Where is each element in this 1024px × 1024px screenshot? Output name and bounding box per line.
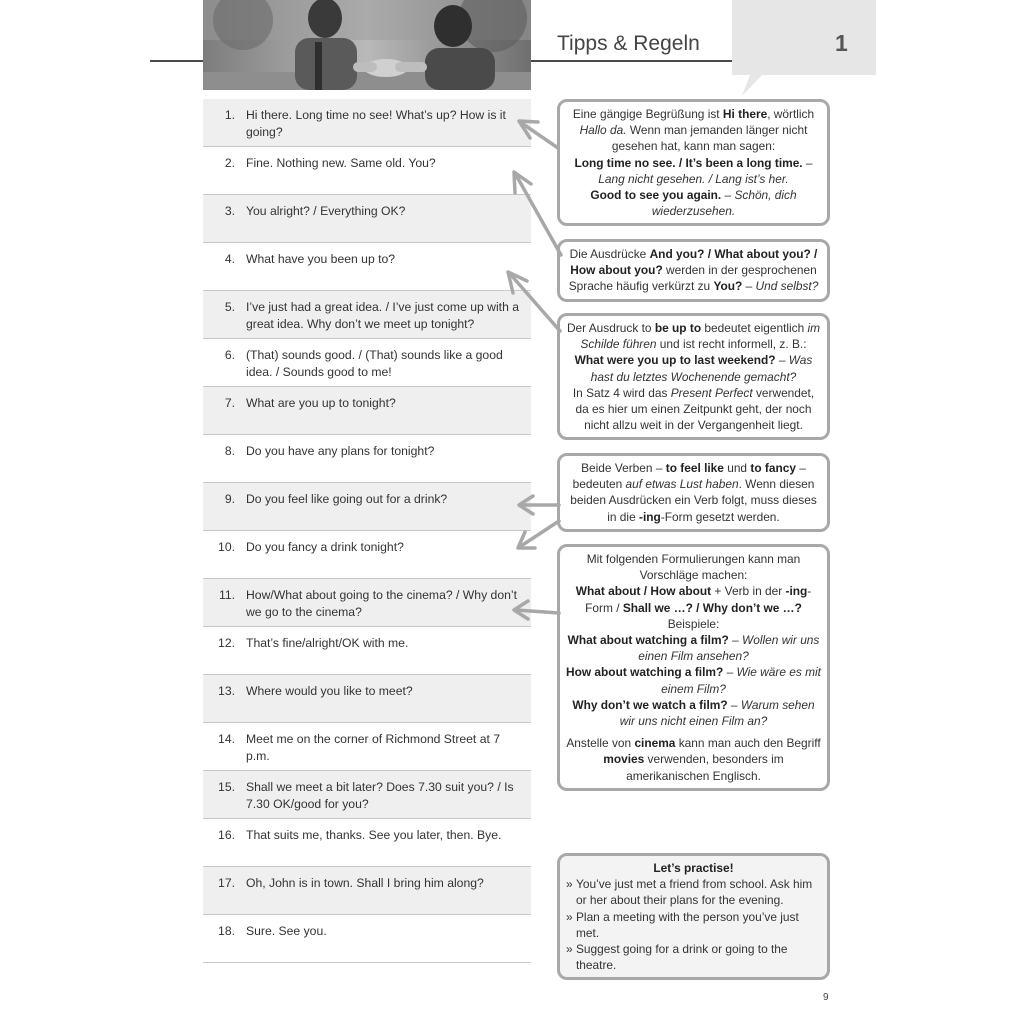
practise-item bbox=[566, 876, 821, 908]
phrase-number: 1. bbox=[224, 108, 235, 122]
phrase-row bbox=[203, 339, 531, 387]
tip-translation: auf etwas Lust haben bbox=[625, 477, 739, 492]
tip-text: Der Ausdruck to bbox=[566, 321, 655, 335]
phrase-text: That’s fine/alright/OK with me. bbox=[246, 636, 409, 650]
phrase-row bbox=[203, 483, 531, 531]
phrase-row bbox=[203, 819, 531, 867]
tip-text: werden in der gesprochenen Sprache häufig verkürzt zu bbox=[568, 263, 817, 294]
phrase-text: How/What about going to the cinema? / Why don’t we go to the cinema? bbox=[246, 588, 517, 619]
phrase-text: What have you been up to? bbox=[246, 252, 396, 266]
phrase-number: 7. bbox=[224, 396, 235, 410]
phrase-number: 18. bbox=[218, 924, 235, 938]
phrase-row bbox=[203, 915, 531, 963]
phrase-row bbox=[203, 867, 531, 915]
phrase-number: 6. bbox=[224, 348, 235, 362]
tip-text: – bbox=[727, 697, 741, 712]
tip-text: bedeutet eigentlich bbox=[701, 321, 808, 335]
tip-box-you bbox=[557, 239, 830, 302]
practise-item-text: Suggest going for a drink or going to the theatre. bbox=[576, 942, 788, 973]
phrase-text: Fine. Nothing new. Same old. You? bbox=[246, 156, 436, 170]
tip-text: und ist recht informell, z. B.: bbox=[656, 337, 807, 352]
tip-text: -Form / bbox=[585, 584, 812, 615]
tip-text: In Satz 4 wird das bbox=[572, 385, 671, 400]
tip-phrase: -ing bbox=[638, 509, 661, 524]
chapter-number: 1 bbox=[835, 30, 848, 56]
tip-text: Die Ausdrücke bbox=[569, 247, 650, 261]
phrase-number: 5. bbox=[224, 300, 235, 314]
phrase-number: 16. bbox=[218, 828, 235, 842]
tip-translation: Lang nicht gesehen. / Lang ist’s her. bbox=[598, 171, 789, 186]
practise-item-text: Plan a meeting with the person you’ve just met. bbox=[576, 909, 799, 940]
tip-term: Present Perfect bbox=[670, 385, 753, 400]
phrase-row bbox=[203, 771, 531, 819]
phrase-number: 10. bbox=[218, 540, 235, 554]
phrase-row bbox=[203, 531, 531, 579]
practise-item bbox=[566, 941, 821, 973]
tip-text: verwenden, besonders im amerikanischen Englisch. bbox=[626, 752, 784, 783]
tip-text: Beispiele: bbox=[667, 616, 720, 631]
practise-box bbox=[557, 853, 830, 980]
tip-phrase: be up to bbox=[654, 321, 702, 335]
phrase-text: That suits me, thanks. See you later, then. Bye. bbox=[246, 828, 502, 842]
tip-translation: Wollen wir uns einen Film ansehen? bbox=[638, 633, 820, 664]
phrase-list bbox=[203, 99, 531, 963]
phrase-text: What are you up to tonight? bbox=[246, 396, 396, 410]
phrase-text: Where would you like to meet? bbox=[246, 684, 413, 698]
phrase-number: 12. bbox=[218, 636, 235, 650]
tip-text: Wenn man jemanden länger nicht gesehen hat, kann man sagen: bbox=[611, 123, 808, 154]
phrase-text: Sure. See you. bbox=[246, 924, 327, 938]
phrase-row bbox=[203, 435, 531, 483]
tip-text: + Verb in der bbox=[711, 584, 786, 599]
tip-text: Mit folgenden Formulierungen kann man Vorschläge machen: bbox=[586, 552, 801, 583]
phrase-text: Do you feel like going out for a drink? bbox=[246, 492, 448, 506]
phrase-text: Oh, John is in town. Shall I bring him along? bbox=[246, 876, 484, 890]
tip-text: kann man auch den Begriff bbox=[675, 736, 821, 751]
phrase-row bbox=[203, 243, 531, 291]
tip-text: – bbox=[721, 188, 735, 203]
tip-phrase: Hi there bbox=[722, 107, 768, 121]
phrase-text: Hi there. Long time no see! What’s up? How is it going? bbox=[246, 108, 506, 139]
tip-translation: Hallo da. bbox=[579, 123, 627, 138]
tip-box-greeting bbox=[557, 99, 830, 226]
practise-list bbox=[566, 876, 821, 973]
phrase-text: Meet me on the corner of Richmond Street at 7 p.m. bbox=[246, 732, 501, 763]
tip-text: – bedeuten bbox=[572, 461, 806, 492]
tip-text: verwendet, da es hier um einen Zeitpunkt geht, der noch nicht allzu weit in der Vergangenheit liegt. bbox=[575, 385, 815, 433]
phrase-number: 13. bbox=[218, 684, 235, 698]
phrase-row bbox=[203, 723, 531, 771]
phrase-row bbox=[203, 195, 531, 243]
tip-box-be-up-to bbox=[557, 313, 830, 440]
phrase-row bbox=[203, 291, 531, 339]
bullet-icon: » bbox=[566, 909, 573, 924]
tip-phrase: How about watching a film? bbox=[566, 665, 724, 680]
tip-phrase: Long time no see. / It’s been a long time. bbox=[574, 155, 803, 170]
phrase-number: 11. bbox=[218, 588, 235, 602]
phrase-number: 8. bbox=[224, 444, 235, 458]
tip-translation: im Schilde führen bbox=[580, 321, 821, 352]
tip-translation: Schön, dich wiederzusehen. bbox=[651, 188, 797, 219]
tip-phrase: Good to see you again. bbox=[590, 188, 722, 203]
phrase-text: You alright? / Everything OK? bbox=[246, 204, 406, 218]
phrase-number: 2. bbox=[224, 156, 235, 170]
tip-text: – bbox=[728, 633, 743, 648]
tip-text: . Wenn diesen beiden Ausdrücken ein Verb folgt, muss dieses in die bbox=[570, 477, 817, 524]
phrase-text: (That) sounds good. / (That) sounds like a good idea. / Sounds good to me! bbox=[246, 348, 503, 379]
phrase-number: 3. bbox=[224, 204, 235, 218]
section-title: Tipps & Regeln bbox=[557, 32, 700, 55]
tip-phrase: Shall we …? / Why don’t we …? bbox=[622, 600, 802, 615]
tip-phrase: What about watching a film? bbox=[567, 633, 729, 648]
tip-text: und bbox=[723, 461, 751, 475]
tip-phrase: What were you up to last weekend? bbox=[574, 353, 776, 368]
chapter-tab-pointer bbox=[732, 0, 812, 100]
phrase-number: 14. bbox=[218, 732, 235, 746]
tip-text: – bbox=[742, 279, 756, 294]
phrase-number: 4. bbox=[224, 252, 235, 266]
two-friends-photo-illustration bbox=[203, 0, 531, 90]
phrase-number: 17. bbox=[218, 876, 235, 890]
tip-box-suggestions bbox=[557, 544, 830, 791]
header-photo bbox=[203, 0, 531, 90]
phrase-text: Do you fancy a drink tonight? bbox=[246, 540, 404, 554]
tip-text: Anstelle von bbox=[566, 736, 635, 751]
tip-phrase: Why don’t we watch a film? bbox=[572, 697, 728, 712]
practise-title: Let’s practise! bbox=[653, 861, 734, 875]
phrase-row bbox=[203, 147, 531, 195]
tip-text: Beide Verben – bbox=[581, 461, 666, 475]
tip-translation: Und selbst? bbox=[755, 279, 819, 294]
tip-phrase: to fancy bbox=[750, 461, 796, 475]
tip-text: – bbox=[802, 155, 813, 170]
tip-phrase: You? bbox=[713, 279, 743, 294]
tip-translation: Warum sehen wir uns nicht einen Film an? bbox=[619, 697, 815, 729]
bullet-icon: » bbox=[566, 942, 573, 957]
tip-text: – bbox=[775, 353, 789, 368]
phrase-text: Shall we meet a bit later? Does 7.30 suit you? / Is 7.30 OK/good for you? bbox=[246, 780, 514, 811]
practise-item bbox=[566, 909, 821, 941]
tip-phrase: to feel like bbox=[665, 461, 724, 475]
phrase-row bbox=[203, 99, 531, 147]
bullet-icon: » bbox=[566, 877, 573, 892]
practise-item-text: You’ve just met a friend from school. Ask him or her about their plans for the evening. bbox=[576, 877, 813, 908]
tip-translation: Was hast du letztes Wochenende gemacht? bbox=[590, 353, 813, 384]
tip-text: – bbox=[723, 665, 737, 680]
phrase-row bbox=[203, 579, 531, 627]
tip-phrase: movies bbox=[603, 752, 645, 767]
tip-text: -Form gesetzt werden. bbox=[660, 509, 780, 524]
tip-phrase: What about / How about bbox=[575, 584, 712, 599]
phrase-text: I’ve just had a great idea. / I’ve just come up with a great idea. Why don’t we meet up tonight? bbox=[246, 300, 520, 331]
tip-text: Eine gängige Begrüßung ist bbox=[572, 107, 723, 121]
tip-phrase: cinema bbox=[634, 736, 676, 751]
tip-phrase: -ing bbox=[785, 584, 808, 599]
phrase-row bbox=[203, 627, 531, 675]
page-number: 9 bbox=[823, 992, 829, 1003]
phrase-number: 15. bbox=[218, 780, 235, 794]
phrase-text: Do you have any plans for tonight? bbox=[246, 444, 435, 458]
tip-box-feel-like bbox=[557, 453, 830, 532]
tip-text: , wörtlich bbox=[767, 107, 815, 121]
tip-translation: Wie wäre es mit einem Film? bbox=[661, 665, 821, 696]
phrase-number: 9. bbox=[224, 492, 235, 506]
phrase-row bbox=[203, 675, 531, 723]
tip-phrase: And you? / What about you? / How about you? bbox=[570, 247, 818, 278]
phrase-row bbox=[203, 387, 531, 435]
